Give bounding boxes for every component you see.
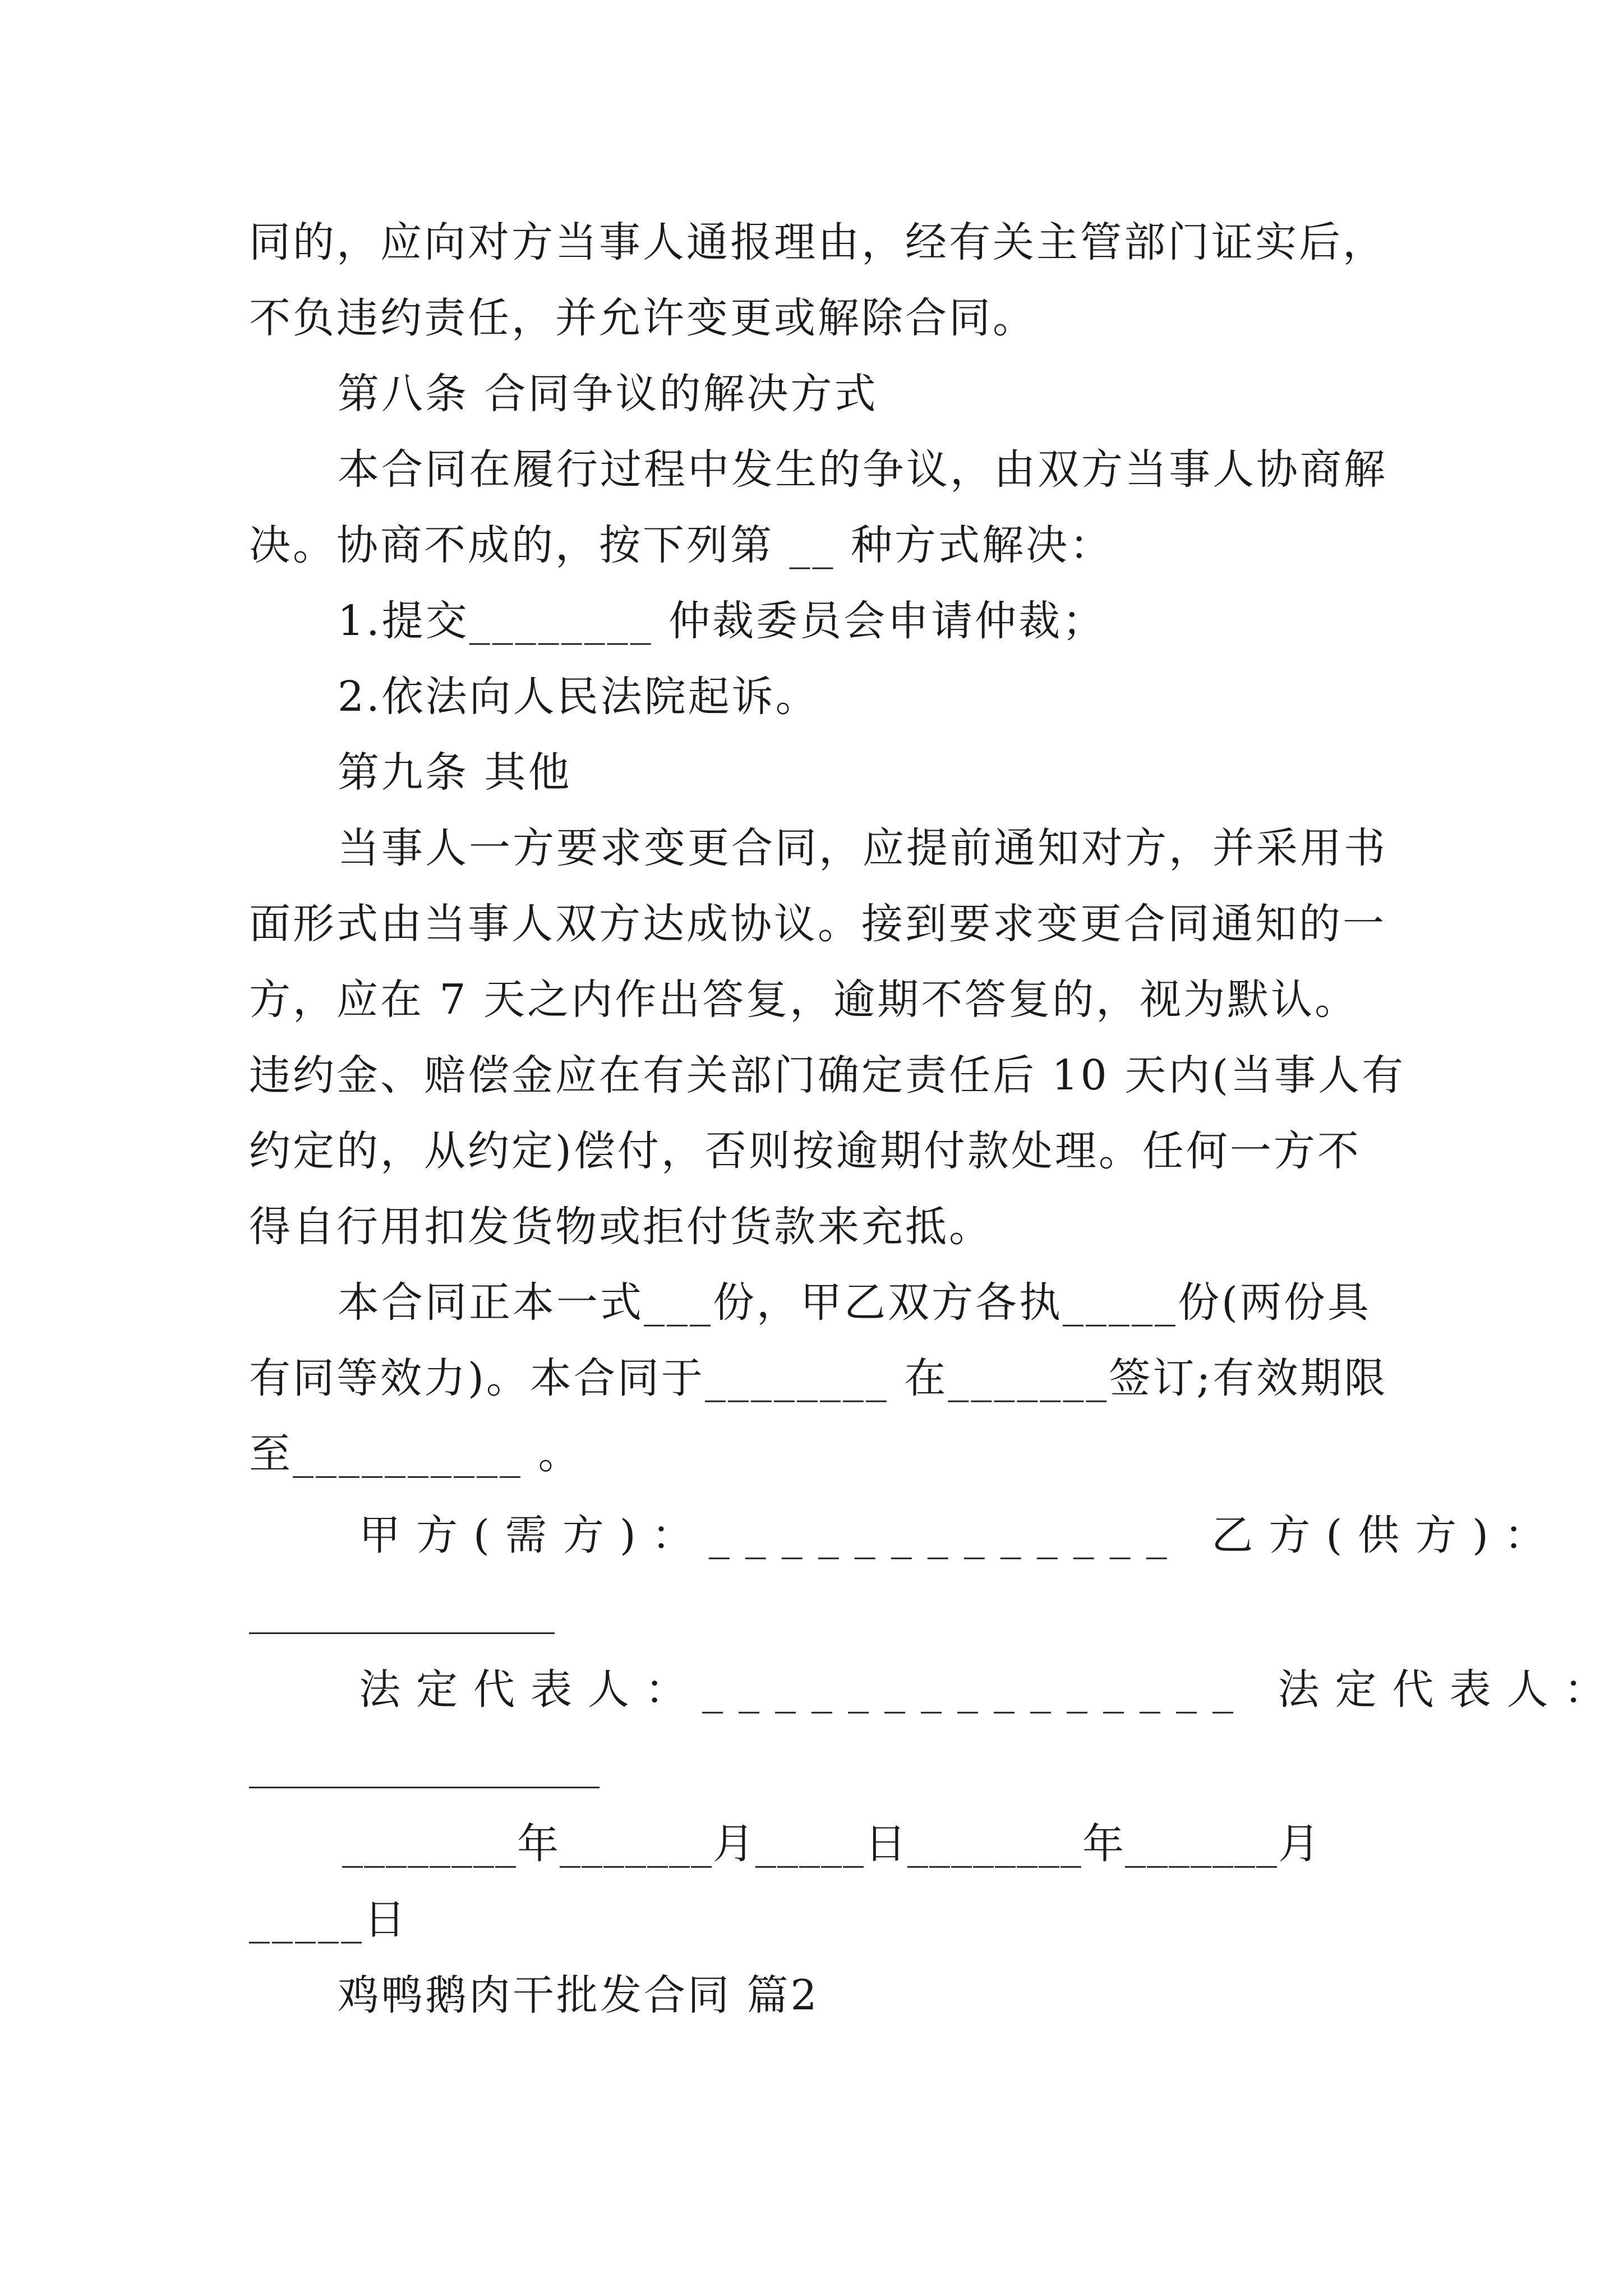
body-text-line: 违约金、赔偿金应在有关部门确定责任后 10 天内(当事人有 <box>249 1051 1406 1099</box>
body-text-line: 方，应在 7 天之内作出答复，逾期不答复的，视为默认。 <box>249 976 1359 1024</box>
body-text-line: 约定的，从约定)偿付，否则按逾期付款处理。任何一方不 <box>249 1127 1361 1175</box>
section-title-part-2: 鸡鸭鹅肉干批发合同 篇2 <box>338 1971 819 2019</box>
body-text-line: 面形式由当事人双方达成协议。接到要求变更合同通知的一 <box>249 900 1386 948</box>
list-item-litigation: 2.依法向人民法院起诉。 <box>338 673 819 721</box>
list-item-arbitration: 1.提交________ 仲裁委员会申请仲裁； <box>338 597 1106 645</box>
signature-party-line: 甲方(需方)：_____________ 乙方(供方)： <box>359 1511 1562 1559</box>
body-text-line: 有同等效力)。本合同于________ 在_______签订;有效期限 <box>249 1354 1388 1402</box>
section-heading-article-8: 第八条 合同争议的解决方式 <box>338 370 878 418</box>
date-line: ________年_______月_____日________年_______月 <box>342 1820 1321 1868</box>
body-text-line: 本合同在履行过程中发生的争议，由双方当事人协商解 <box>338 445 1387 494</box>
body-text-line: 得自行用扣发货物或拒付货款来充抵。 <box>249 1203 993 1251</box>
signature-blank-rule <box>249 1787 600 1788</box>
body-text-line: 决。协商不成的，按下列第 __ 种方式解决： <box>249 521 1114 569</box>
body-text-line: 同的，应向对方当事人通报理由，经有关主管部门证实后， <box>249 218 1386 266</box>
date-line-continued: _____日 <box>249 1895 408 1944</box>
body-text-line: 不负违约责任，并允许变更或解除合同。 <box>249 294 1036 342</box>
section-heading-article-9: 第九条 其他 <box>338 748 572 797</box>
body-text-line: 至__________ 。 <box>249 1430 582 1478</box>
signature-representative-line: 法定代表人：_______________ 法定代表人： <box>359 1665 1621 1714</box>
body-text-line: 本合同正本一式___份，甲乙双方各执_____份(两份具 <box>338 1278 1371 1327</box>
body-text-line: 当事人一方要求变更合同，应提前通知对方，并采用书 <box>338 824 1387 872</box>
signature-blank-rule <box>249 1632 555 1634</box>
